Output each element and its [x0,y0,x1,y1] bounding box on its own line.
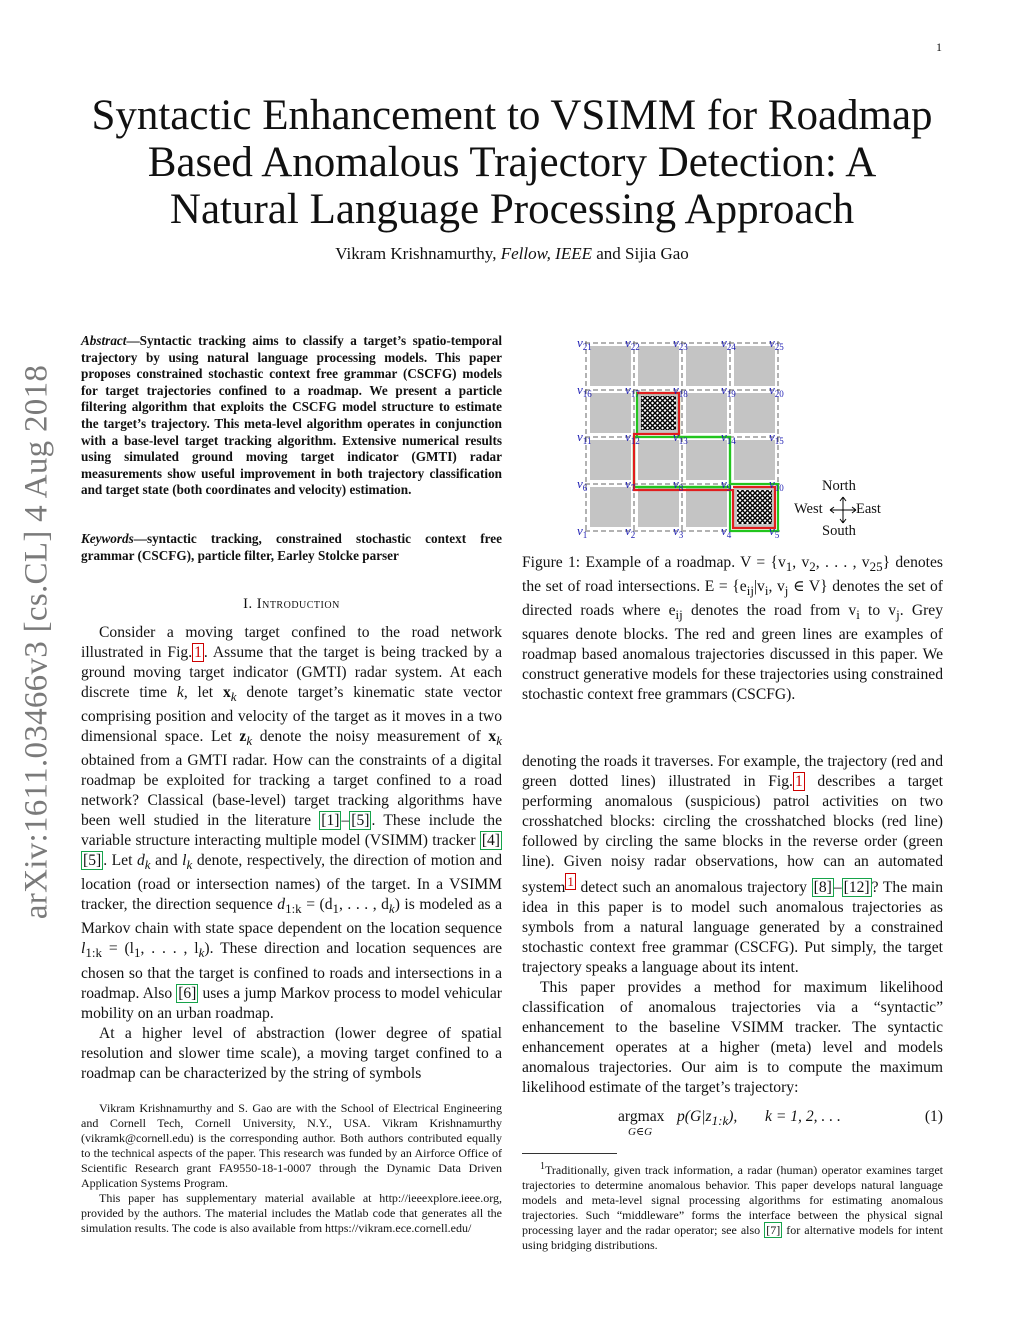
citation-link[interactable]: [5] [351,812,370,830]
eq-argmax: argmax [618,1108,665,1125]
node-label: $v_{25}$ [769,335,784,352]
node-label: $v_{10}$ [769,476,784,493]
citation-link[interactable]: [4] [481,832,500,850]
abstract-text: —Syntactic tracking aims to classify a target’s spatio-temporal trajectory by using natural language processing models. This paper proposes constrained stochastic context free grammar (CSCFG) models for target trajectories confined to a roadmap. We present a particle filtering algorithm that exploits the CSCFG model structure to estimate the target’s trajectory. This meta-level algorithm operates in conjunction with a base-level target tracking algorithm. Extensive numerical results using simulated ground moving target indicator (GMTI) radar measurements show useful improvement in both trajectory classification and target state (both coordinates and velocity) estimation. [81,333,502,498]
node-label: $v_{23}$ [673,335,688,352]
block [686,440,727,480]
node-label: $v_{24}$ [721,335,736,352]
node-label: $v_1$ [577,523,588,540]
node-label: $v_{11}$ [577,429,592,446]
section-heading [81,596,502,613]
node-label: $v_{21}$ [577,335,592,352]
keywords-label: Keywords [81,531,134,546]
crosshatched-block-2 [737,490,772,524]
footnote-ref[interactable]: 1 [567,874,574,889]
arxiv-id: arXiv:1611.03466v3 [cs.CL] 4 Aug 2018 [18,364,55,920]
block [590,346,631,386]
keywords [81,531,502,564]
block [686,487,727,527]
node-label: $v_{12}$ [625,429,640,446]
compass-south: South [822,523,856,539]
right-paragraph-2: This paper provides a method for maximum likelihood classification of anomalous trajectories via a “syntactic” enhancement to the baseline VSIMM tracker. The syntactic enhancement operates at a higher (meta) level and models anomalous trajectories. Our aim is to compute the maximum likelihood estimate of the target’s trajectory: [522,979,943,1097]
abstract [81,333,502,499]
author-names: Vikram Krishnamurthy, [335,244,497,263]
footnote-1: $^1$Traditionally, given track information, a radar (human) operator examines target trajectories to determine anomalous behavior. This paper develops natural language models and meta-level signal processing algorithms for estimating anomalous trajectories. Such “middleware” forms the interface between the physical signal processing layer and the radar operator; see also [7] for alternative models for intent using bridging distributions. [522,1161,943,1252]
eq-condition: k = 1, 2, . . . [765,1108,841,1125]
right-column-text [522,752,943,1098]
node-label: $v_{16}$ [577,382,592,399]
block [638,346,679,386]
author-names-2: and Sijia Gao [596,244,689,263]
block [686,393,727,433]
block [590,440,631,480]
node-label: $v_9$ [721,476,732,493]
block [638,487,679,527]
compass-west: West [794,501,823,517]
abstract-label: Abstract [81,333,127,348]
paper-title: Syntactic Enhancement to VSIMM for Roadmap Based Anomalous Trajectory Detection: A Natural Language Processing Approach [91,92,933,233]
fig-ref[interactable]: 1 [194,644,202,661]
node-label: $v_8$ [673,476,684,493]
node-label: $v_7$ [625,476,636,493]
block [686,346,727,386]
compass-arrows-icon [828,495,858,525]
intro-text [81,623,502,1084]
compass [790,478,900,543]
node-label: $v_{20}$ [769,382,784,399]
compass-north: North [822,478,856,494]
block [734,440,775,480]
citation-link[interactable]: [8] [813,879,832,897]
arxiv-stamp [12,355,62,930]
keywords-text: —syntactic tracking, constrained stochastic context free grammar (CSCFG), particle filter, Earley Stolcke parser [81,531,502,563]
citation-link[interactable]: [1] [321,812,340,830]
node-label: $v_5$ [769,523,780,540]
roadmap-figure [575,333,795,543]
eq-body: $p(G|z_{1:k})$, [677,1108,738,1129]
node-label: $v_4$ [721,523,732,540]
citation-link[interactable]: [7] [766,1223,781,1237]
citation-link[interactable]: [12] [843,879,870,897]
block [734,393,775,433]
footnote-rule [522,1153,617,1154]
citation-link[interactable]: [5] [83,852,102,870]
figure-caption [522,553,943,705]
eq-under: G∈G [628,1126,653,1138]
footnote-right [522,1159,943,1253]
author-fellow: Fellow, IEEE [500,244,592,263]
node-label: $v_3$ [673,523,684,540]
block [734,346,775,386]
fig-ref[interactable]: 1 [794,773,803,790]
node-label: $v_{15}$ [769,429,784,446]
block [590,393,631,433]
node-label: $v_{22}$ [625,335,640,352]
citation-link[interactable]: [6] [178,984,197,1002]
authors [82,244,942,264]
block [590,487,631,527]
node-label: $v_{17}$ [625,382,640,399]
footnote-affiliation: Vikram Krishnamurthy and S. Gao are with the School of Electrical Engineering and Cornell Tech, Cornell University, N.Y., USA. Vikram Krishnamurthy (vikramk@cornell.edu) is the corresponding author. Both authors contributed equally to the technical aspects of the paper. This research was funded by an Airforce Office of Scientific Research grant FA9550-18-1-0007 through the Dynamic Data Driven Application Systems Program. [81,1101,502,1190]
intro-paragraph-1: Consider a moving target confined to the road network illustrated in Fig. 1 . Assume that the target is being tracked by a ground moving target indicator (GMTI) radar system. At each discrete time k, let $x_k$ denote target’s kinematic state vector comprising position and velocity of the target as it moves in a two dimensional space. Let $z_k$ denote the noisy measurement of $x_k$ obtained from a GMTI radar. How can the constraints of a digital roadmap be exploited for tracking a target confined to a road network? Classical (base-level) target tracking algorithms have been well studied in the literature [1] – [5] . These include the variable structure interacting multiple model (VSIMM) tracker [4] [5] . Let $d_k$ and $l_k$ denote, respectively, the direction of motion and location (road or intersection names) of the target. In a VSIMM tracker, the direction sequence $d_{1:k} = (d_1$, . . . , $d_k$) is modeled as a Markov chain with state space dependent on the location sequence $l_{1:k} = (l_1$, . . . , $l_k$). These direction and location sequences are chosen so that the target is confined to roads and intersections in a roadmap. Also [6] uses a jump Markov process to model vehicular mobility on an urban roadmap. [81,624,502,1022]
compass-east: East [856,501,881,517]
intro-paragraph-2: At a higher level of abstraction (lower degree of spatial resolution and slower time scale), a moving target confined to a roadmap can be characterized by the string of symbols [81,1024,502,1082]
eq-number: (1) [924,1108,943,1125]
node-label: $v_6$ [577,476,588,493]
section-title: Introduction [256,596,340,612]
right-paragraph-1: denoting the roads it traverses. For example, the trajectory (red and green dotted lines) illustrated in Fig. 1 describes a target performing anomalous (suspicious) patrol activities on two crosshatched blocks: circling the crosshatched blocks (red line) followed by circling the same blocks in the reverse order (green line). Given noisy radar observations, how can an automated system $^1$ detect such an anomalous trajectory [8] – [12] ? The main idea in this paper is to model such anomalous trajectories as symbols from a natural language generated by a constrained stochastic context free grammar (CSCFG). Put simply, the target trajectory speaks a language about its intent. [522,753,943,977]
node-label: $v_{13}$ [673,429,688,446]
caption-text: Figure 1: Example of a roadmap. $V = \{v_1$, $v_2$, . . . , $v_{25}$} denotes the set of road intersections. $E = \{e_{ij}|v_i$, $v_j$ ∈ V} denotes the set of directed roads where $e_{ij}$ denotes the road from $v_i$ to $v_j$. Grey squares denote blocks. The red and green lines are examples of roadmap based anomalous trajectories discussed in this paper. We construct generative models for these trajectories using constrained stochastic context free grammars (CSCFG). [522,554,943,704]
block [638,440,679,480]
node-label: $v_2$ [625,523,636,540]
footnote-left [81,1101,502,1236]
node-label: $v_{14}$ [721,429,736,446]
node-label: $v_{19}$ [721,382,736,399]
node-label: $v_{18}$ [673,382,688,399]
page-number: 1 [936,40,942,54]
equation-1 [522,1108,943,1148]
footnote-supplementary: This paper has supplementary material available at http://ieeexplore.ieee.org, provided by the authors. The material includes the Matlab code that generates all the simulation results. The code is also available from https://vikram.ece.cornell.edu/ [81,1191,502,1235]
section-number: I. [243,596,253,612]
crosshatched-block-1 [641,396,676,430]
